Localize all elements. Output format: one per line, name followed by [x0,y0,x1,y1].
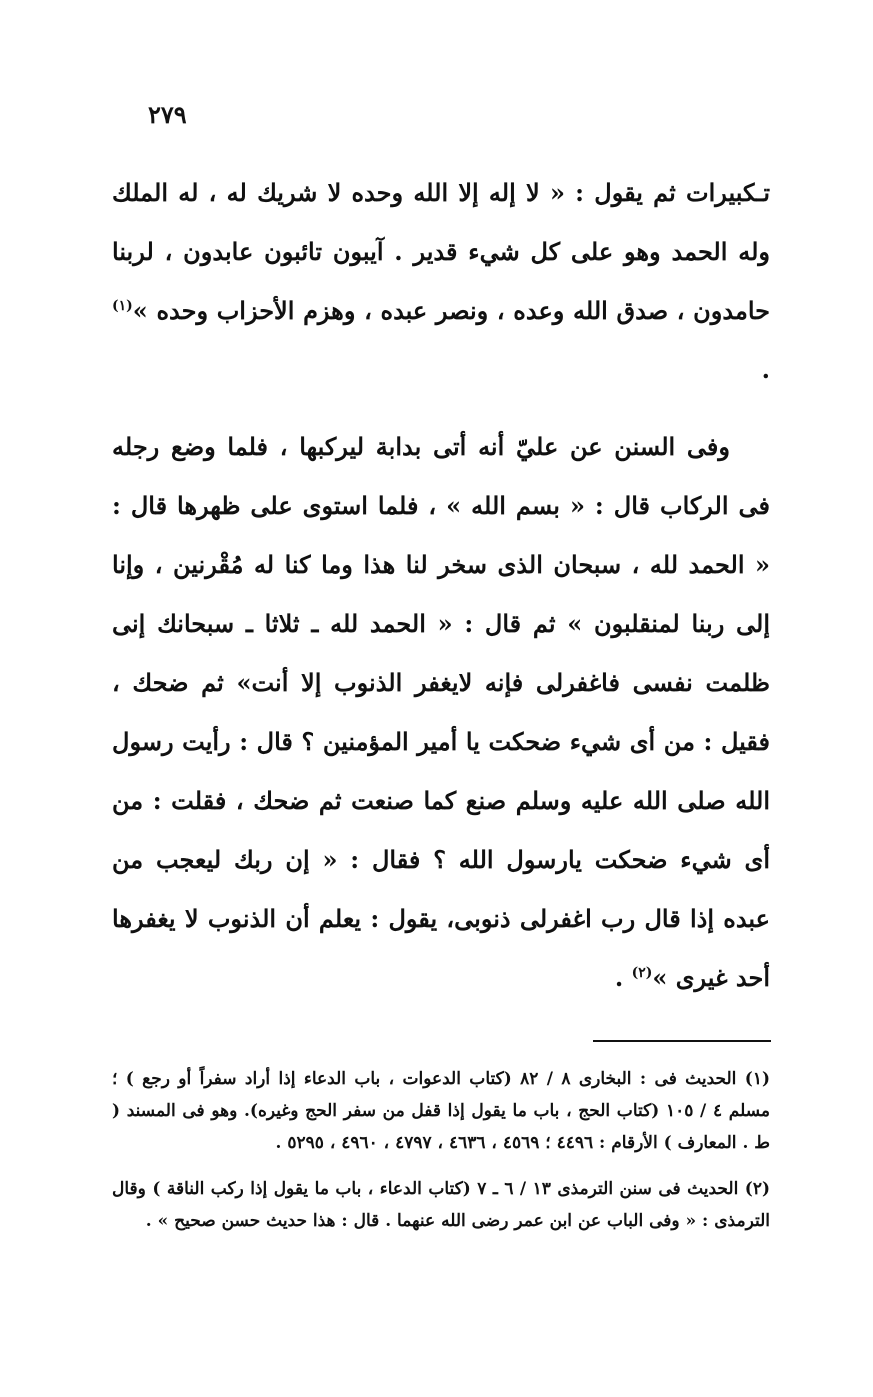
footnote-1: (١) الحديث فى : البخارى ٨ / ٨٢ (كتاب الدعوات ، باب الدعاء إذا أراد سفراً أو رجع ) ؛ مسلم ٤ / ١٠٥ (كتاب الحج ، باب ما يقول إذا قفل من سفر الحج وغيره). وهو فى المسند ( ط . المعارف ) الأرقام : ٤٤٩٦ ؛ ٤٥٦٩ ، ٤٦٣٦ ، ٤٧٩٧ ، ٤٩٦٠ ، ٥٢٩٥ . [112,1069,770,1153]
footnotes-section [112,1063,770,1237]
paragraph-text: تـكبيرات ثم يقول : « لا إله إلا الله وحده لا شريك له ، له الملك وله الحمد وهو على كل شيء قدير . آيبون تائبون عابدون ، لربنا حامدون ، صدق الله وعده ، ونصر عبده ، وهزم الأحزاب وحده » [112,178,770,325]
footnote-2: (٢) الحديث فى سنن الترمذى ١٣ / ٦ ـ ٧ (كتاب الدعاء ، باب ما يقول إذا ركب الناقة ) وقال الترمذى : « وفى الباب عن ابن عمر رضى الله عنهما . قال : هذا حديث حسن صحيح » . [112,1179,770,1231]
paragraph-end: . [761,355,770,384]
footnote-reference-1[interactable]: (١) [112,298,133,314]
paragraph-end: . [614,963,632,992]
paragraph-1 [112,163,770,399]
footnote-divider [593,1040,771,1042]
paragraph-text: وفى السنن عن عليّ أنه أتى بدابة ليركبها ، فلما وضع رجله فى الركاب قال : « بسم الله » ، فلما استوى على ظهرها قال : « الحمد لله ، سبحان الذى سخر لنا هذا وما كنا له مُقْرنين ، وإنا إلى ربنا لمنقلبون » ثم قال : « الحمد لله ـ ثلاثا ـ سبحانك إنى ظلمت نفسى فاغفرلى فإنه لايغفر الذنوب إلا أنت» ثم ضحك ، فقيل : من أى شيء ضحكت يا أمير المؤمنين ؟ قال : رأيت رسول الله صلى الله عليه وسلم صنع كما صنعت ثم ضحك ، فقلت : من أى شيء ضحكت يارسول الله ؟ فقال : « إن ربك ليعجب من عبده إذا قال رب اغفرلى ذنوبى، يقول : يعلم أن الذنوب لا يغفرها أحد غيرى » [112,432,770,992]
page-number: ٢٧٩ [148,100,187,129]
footnote-reference-2[interactable]: (٢) [631,965,653,981]
main-text [112,163,770,1007]
paragraph-2 [112,417,770,1007]
